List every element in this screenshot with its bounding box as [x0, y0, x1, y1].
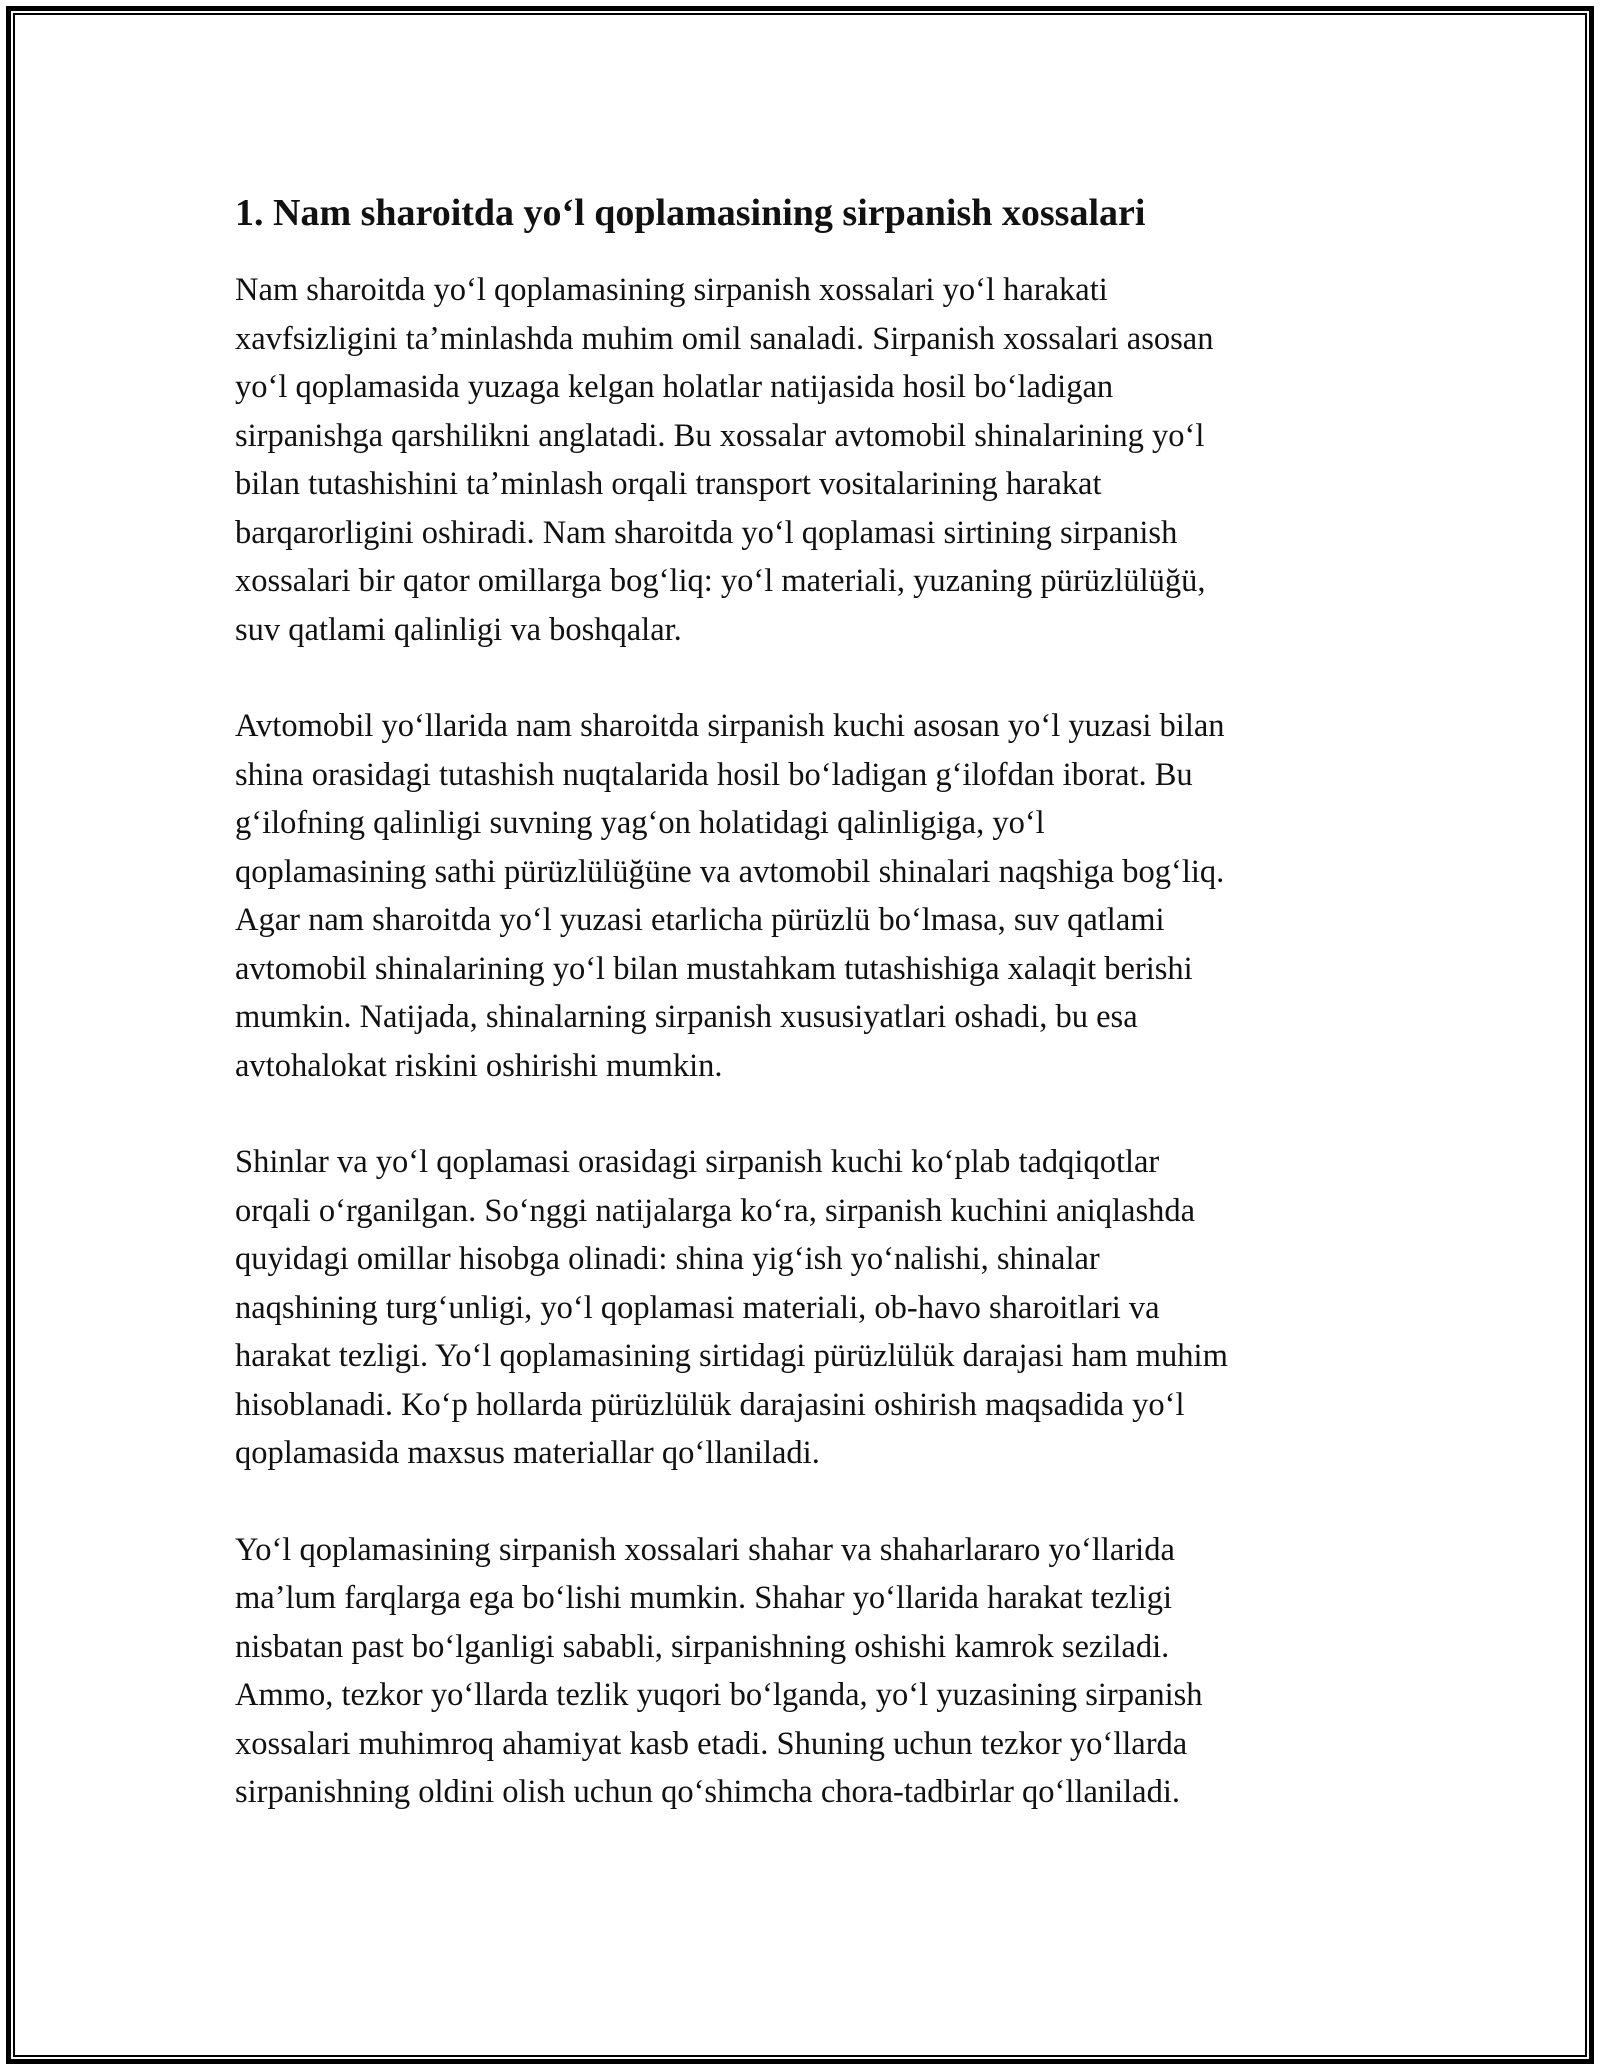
text-line: maʼlum farqlarga ega boʻlishi mumkin. Shahar yoʻllarida harakat tezligi: [235, 1580, 1173, 1616]
text-line: harakat tezligi. Yoʻl qoplamasining sirtidagi pürüzlülük darajasi ham muhim: [235, 1338, 1228, 1374]
text-line: xossalari muhimroq ahamiyat kasb etadi. Shuning uchun tezkor yoʻllarda: [235, 1725, 1188, 1762]
paragraph-1: [235, 266, 1375, 654]
text-line: xavfsizligini taʼminlashda muhim omil sanaladi. Sirpanish xossalari asosan: [235, 320, 1214, 357]
text-line: avtomobil shinalarining yoʻl bilan mustahkam tutashishiga xalaqit berishi: [235, 950, 1193, 987]
text-line: shina orasidagi tutashish nuqtalarida hosil boʻladigan gʻilofdan iborat. Bu: [235, 756, 1193, 793]
text-line: sirpanishga qarshilikni anglatadi. Bu xossalar avtomobil shinalarining yoʻl: [235, 417, 1205, 454]
text-line: Shinlar va yoʻl qoplamasi orasidagi sirpanish kuchi koʻplab tadqiqotlar: [235, 1144, 1160, 1180]
text-line: Ammo, tezkor yoʻllarda tezlik yuqori boʻlganda, yoʻl yuzasining sirpanish: [235, 1677, 1203, 1713]
text-line: avtohalokat riskini oshirishi mumkin.: [235, 1047, 723, 1084]
text-line: nisbatan past boʻlganligi sababli, sirpanishning oshishi kamrok seziladi.: [235, 1628, 1170, 1665]
text-line: Avtomobil yoʻllarida nam sharoitda sirpanish kuchi asosan yoʻl yuzasi bilan: [235, 708, 1225, 744]
paragraph-3: [235, 1138, 1375, 1478]
paragraph-4: [235, 1526, 1375, 1817]
text-line: naqshining turgʻunligi, yoʻl qoplamasi materiali, ob-havo sharoitlari va: [235, 1289, 1160, 1326]
text-line: yoʻl qoplamasida yuzaga kelgan holatlar natijasida hosil boʻladigan: [235, 369, 1114, 405]
text-line: gʻilofning qalinligi suvning yagʻon holatidagi qalinligiga, yoʻl: [235, 805, 1045, 841]
text-line: suv qatlami qalinligi va boshqalar.: [235, 611, 682, 648]
text-line: barqarorligini oshiradi. Nam sharoitda yoʻl qoplamasi sirtining sirpanish: [235, 514, 1178, 551]
text-line: mumkin. Natijada, shinalarning sirpanish xususiyatlari oshadi, bu esa: [235, 999, 1138, 1035]
text-line: Yoʻl qoplamasining sirpanish xossalari shahar va shaharlararo yoʻllarida: [235, 1531, 1175, 1568]
paragraph-2: [235, 702, 1375, 1090]
text-line: orqali oʻrganilgan. Soʻnggi natijalarga koʻra, sirpanish kuchini aniqlashda: [235, 1192, 1196, 1229]
text-line: sirpanishning oldini olish uchun qoʻshimcha chora-tadbirlar qoʻllaniladi.: [235, 1774, 1181, 1810]
text-line: hisoblanadi. Koʻp hollarda pürüzlülük darajasini oshirish maqsadida yoʻl: [235, 1386, 1185, 1423]
text-line: quyidagi omillar hisobga olinadi: shina yigʻish yoʻnalishi, shinalar: [235, 1241, 1100, 1277]
document-body: [235, 188, 1375, 1865]
text-line: Nam sharoitda yoʻl qoplamasining sirpanish xossalari yoʻl harakati: [235, 272, 1108, 308]
text-line: xossalari bir qator omillarga bogʻliq: yoʻl materiali, yuzaning pürüzlülüğü,: [235, 563, 1206, 599]
section-heading: 1. Nam sharoitda yoʻl qoplamasining sirpanish xossalari: [235, 192, 1146, 234]
text-line: Agar nam sharoitda yoʻl yuzasi etarlicha pürüzlü boʻlmasa, suv qatlami: [235, 902, 1165, 938]
text-line: bilan tutashishini taʼminlash orqali transport vositalarining harakat: [235, 466, 1102, 502]
text-line: qoplamasida maxsus materiallar qoʻllaniladi.: [235, 1435, 820, 1471]
text-line: qoplamasining sathi pürüzlülüğüne va avtomobil shinalari naqshiga bogʻliq.: [235, 853, 1225, 890]
